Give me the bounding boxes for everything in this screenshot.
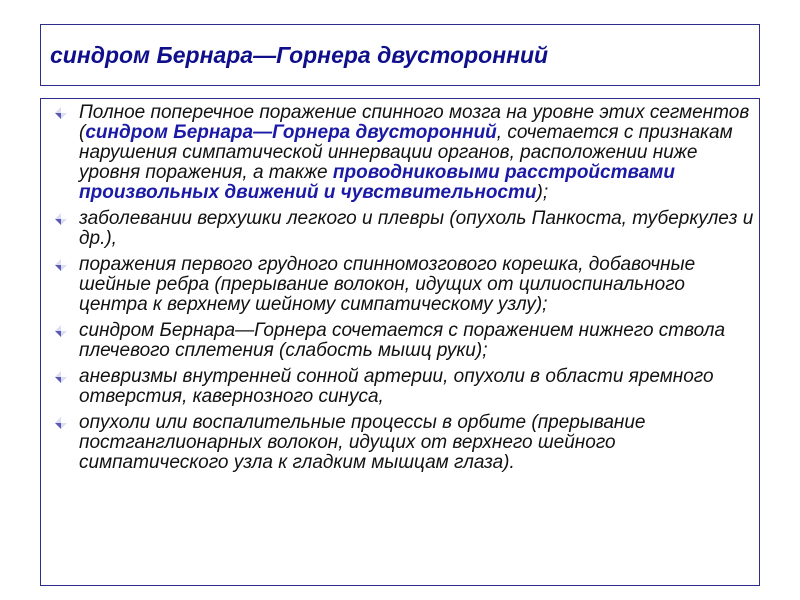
bullet-item xyxy=(55,103,755,203)
bullet-text: аневризмы внутренней сонной артерии, опухоли в области яремного отверстия, кавернозного синуса, xyxy=(79,366,714,407)
diamond-bullet-icon xyxy=(55,371,67,383)
content-box xyxy=(40,98,760,586)
diamond-bullet-icon xyxy=(55,213,67,225)
slide-title: синдром Бернара—Горнера двусторонний xyxy=(50,42,549,68)
bullet-highlight-text: проводниковыми расстройствами произвольных движений и чувствительности xyxy=(79,162,675,203)
bullet-item xyxy=(55,413,755,473)
diamond-bullet-icon xyxy=(55,107,67,119)
bullet-item xyxy=(55,209,755,249)
bullet-item xyxy=(55,255,755,315)
bullet-text: синдром Бернара—Горнера сочетается с поражением нижнего ствола плечевого сплетения (слабость мышц руки); xyxy=(79,320,726,361)
bullet-text: , сочетается с признакам нарушения симпатической иннервации органов, расположении ниже уровня поражения, а также xyxy=(79,122,733,183)
bullet-highlight-text: синдром Бернара—Горнера двусторонний xyxy=(85,122,497,143)
diamond-bullet-icon xyxy=(55,417,67,429)
bullet-text: ); xyxy=(536,182,549,203)
bullet-text: Полное поперечное поражение спинного мозга на уровне этих сегментов ( xyxy=(79,102,750,143)
bullet-text: поражения первого грудного спинномозгового корешка, добавочные шейные ребра (прерывание волокон, идущих от цилиоспинального центра к верхнему шейному симпатическому узлу); xyxy=(79,254,696,315)
bullet-item xyxy=(55,367,755,407)
diamond-bullet-icon xyxy=(55,325,67,337)
bullet-text: опухоли или воспалительные процессы в орбите (прерывание постганглионарных волокон, идущих от верхнего шейного симпатического узла к гладким мышцам глаза). xyxy=(79,412,646,473)
bullet-item xyxy=(55,321,755,361)
bullet-text: заболевании верхушки легкого и плевры (опухоль Панкоста, туберкулез и др.), xyxy=(79,208,754,249)
title-box xyxy=(40,24,760,86)
bullet-list xyxy=(55,103,755,479)
diamond-bullet-icon xyxy=(55,259,67,271)
